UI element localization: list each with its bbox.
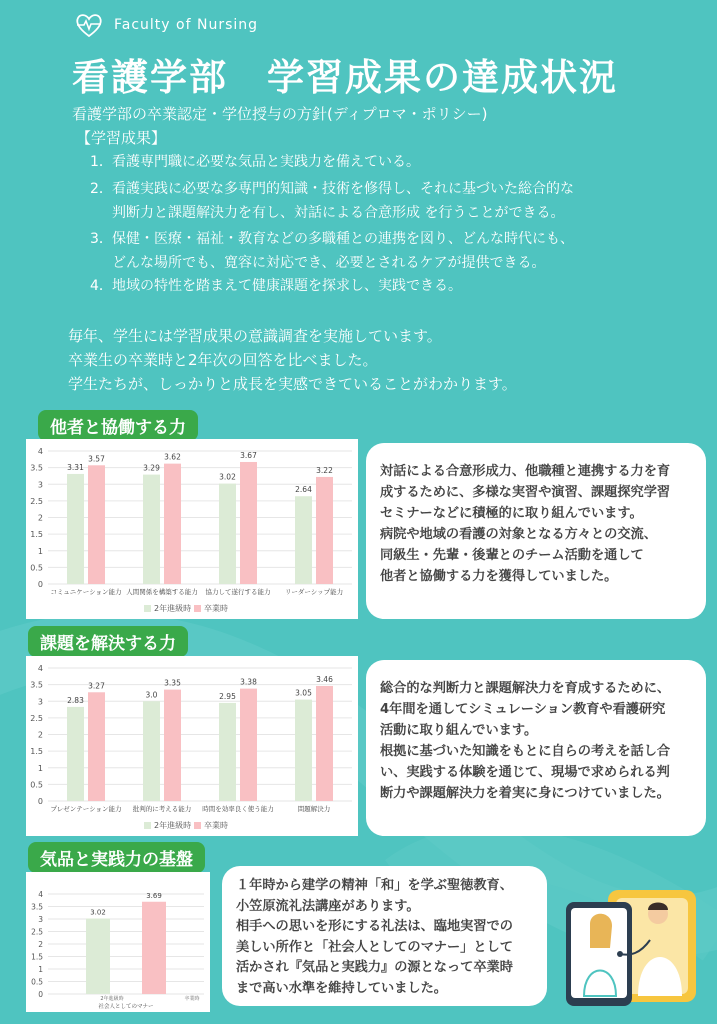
text-card-problem-solving: 総合的な判断力と課題解決力を育成するために、 4年間を通してシミュレーション教育や看護研究 活動に取り組んでいます。 根拠に基づいた知識をもとに自らの考えを話し合 い、実践する体験を通じて、現場で求められる判 断力や課題解決力を着実に身につけていました。 [366, 660, 706, 836]
y-tick-label: 4 [37, 664, 43, 673]
data-label: 3.46 [316, 674, 333, 684]
data-label: 3.69 [146, 891, 162, 900]
bar [240, 689, 257, 801]
data-label: 3.02 [219, 472, 236, 482]
bar [86, 919, 110, 995]
y-tick-label: 1 [37, 763, 43, 773]
section-label-problem-solving: 課題を解決する力 [28, 626, 188, 657]
y-tick-label: 1 [37, 546, 43, 556]
data-label: 3.38 [240, 677, 257, 687]
legend-entry: 2年進級時 [154, 821, 192, 830]
section-label-collaboration: 他者と協働する力 [38, 410, 198, 441]
chart-collaboration-svg [26, 439, 358, 619]
data-label: 3.29 [143, 463, 160, 473]
data-label: 2.64 [295, 485, 312, 495]
series-label-2nd: 2年進級時 [100, 996, 124, 1002]
y-tick-label: 2.5 [30, 713, 43, 723]
y-tick-label: 0.5 [30, 780, 43, 790]
bar [142, 902, 166, 994]
faculty-name: Faculty of Nursing [114, 17, 259, 33]
data-label: 3.67 [240, 450, 257, 460]
data-label: 3.05 [295, 688, 312, 698]
data-label: 3.02 [90, 908, 106, 917]
bar [240, 462, 257, 584]
data-label: 2.83 [67, 695, 84, 705]
bar [316, 686, 333, 801]
outcome-item-1: 1．看護専門職に必要な気品と実践力を備えている。 [90, 154, 420, 170]
legend-entry: 卒業時 [204, 604, 228, 613]
outcome-item-3: 3．保健・医療・福祉・教育などの多職種との連携を図り、どんな時代にも、 どんな場所でも、寛容に対応でき、必要とされるケアが提供できる。 [90, 231, 574, 271]
section-label-grace-practice: 気品と実践力の基盤 [28, 842, 205, 873]
x-tick-label: 問題解決力 [297, 805, 331, 813]
chart-problem-solving-svg [26, 656, 358, 836]
legend-swatch [194, 605, 201, 612]
bar [143, 701, 160, 801]
x-tick-label: 人間関係を構築する能力 [126, 588, 198, 596]
y-tick-label: 2 [37, 730, 43, 740]
bar [143, 475, 160, 584]
x-tick-label: リーダーシップ能力 [284, 588, 344, 596]
x-tick-label: 時間を効率良く使う能力 [202, 805, 274, 813]
chart-problem-solving [26, 656, 358, 836]
legend-swatch [144, 605, 151, 612]
chart-collaboration [26, 439, 358, 619]
bar [164, 690, 181, 801]
bar [67, 474, 84, 584]
x-tick-label: 社会人としてのマナー [98, 1004, 154, 1010]
outcomes-heading: 【学習成果】 [76, 129, 167, 147]
y-tick-label: 4 [37, 447, 43, 456]
bar [295, 700, 312, 801]
y-tick-label: 0.5 [30, 563, 43, 573]
legend-entry: 卒業時 [204, 821, 228, 830]
bar [88, 692, 105, 801]
data-label: 2.95 [219, 691, 236, 701]
outcome-item-4: 4．地域の特性を踏まえて健康課題を探求し、実践できる。 [90, 278, 462, 294]
nurse-tablet-illustration [560, 884, 700, 1009]
y-tick-label: 1.5 [30, 530, 43, 540]
y-tick-label: 2 [37, 513, 43, 523]
legend-swatch [194, 822, 201, 829]
y-tick-label: 0 [37, 797, 43, 806]
x-tick-label: 協力して遂行する能力 [205, 588, 271, 596]
chart-grace-practice [26, 872, 210, 1012]
data-label: 3.62 [164, 452, 181, 462]
outcome-item-2: 2．看護実践に必要な多専門的知識・技術を修得し、それに基づいた総合的な 判断力と課題解決力を有し、対話による合意形成 を行うことができる。 [90, 181, 574, 221]
text-card-grace-practice: １年時から建学の精神「和」を学ぶ聖徳教育、 小笠原流礼法講座があります。 相手への思いを形にする礼法は、臨地実習での 美しい所作と「社会人としてのマナー」として 活かされ『気品と実践力』の源となって卒業時 まで高い水準を維持していました。 [222, 866, 547, 1006]
page-subtitle: 看護学部の卒業認定・学位授与の方針(ディプロマ・ポリシー) [72, 105, 488, 123]
header-brand [74, 10, 258, 40]
bar [295, 496, 312, 584]
y-tick-label: 2 [38, 940, 43, 949]
data-label: 3.35 [164, 678, 181, 688]
y-tick-label: 3 [37, 480, 43, 490]
x-tick-label: 批判的に考える能力 [132, 805, 192, 813]
x-tick-label: コミュニケーション能力 [50, 588, 122, 596]
y-tick-label: 2.5 [31, 927, 43, 937]
y-tick-label: 0 [38, 990, 43, 999]
bar [316, 477, 333, 584]
y-tick-label: 0.5 [31, 977, 43, 987]
bar [88, 465, 105, 584]
page-title: 看護学部 学習成果の達成状況 [72, 56, 618, 99]
y-tick-label: 3.5 [30, 463, 43, 473]
bar [67, 707, 84, 801]
y-tick-label: 4 [38, 890, 43, 899]
y-tick-label: 2.5 [30, 496, 43, 506]
data-label: 3.0 [145, 690, 158, 700]
chart-grace-practice-svg [26, 872, 210, 1012]
y-tick-label: 1.5 [31, 952, 43, 962]
series-label-grad: 卒業時 [184, 996, 200, 1002]
y-tick-label: 3 [37, 697, 43, 707]
text-card-collaboration: 対話による合意形成力、他職種と連携する力を育 成するために、多様な実習や演習、課題探究学習 セミナーなどに積極的に取り組んでいます。 病院や地域の看護の対象となる方々との交流、 同級生・先輩・後輩とのチーム活動を通して 他者と協働する力を獲得していました。 [366, 443, 706, 619]
y-tick-label: 1.5 [30, 747, 43, 757]
y-tick-label: 3.5 [31, 902, 43, 912]
intro-text: 毎年、学生には学習成果の意識調査を実施しています。 卒業生の卒業時と2年次の回答を比べました。 学生たちが、しっかりと成長を実感できていることがわかります。 [68, 327, 517, 393]
x-tick-label: プレゼンテーション能力 [50, 805, 122, 813]
y-tick-label: 3 [38, 915, 43, 924]
heartbeat-logo-icon [74, 11, 104, 39]
legend-swatch [144, 822, 151, 829]
data-label: 3.22 [316, 465, 333, 475]
y-tick-label: 3.5 [30, 680, 43, 690]
y-tick-label: 1 [38, 965, 43, 974]
bar [164, 464, 181, 584]
legend-entry: 2年進級時 [154, 604, 192, 613]
data-label: 3.27 [88, 681, 105, 691]
y-tick-label: 0 [37, 580, 43, 589]
bar [219, 484, 236, 584]
bar [219, 703, 236, 801]
data-label: 3.31 [67, 462, 84, 472]
data-label: 3.57 [88, 454, 105, 464]
